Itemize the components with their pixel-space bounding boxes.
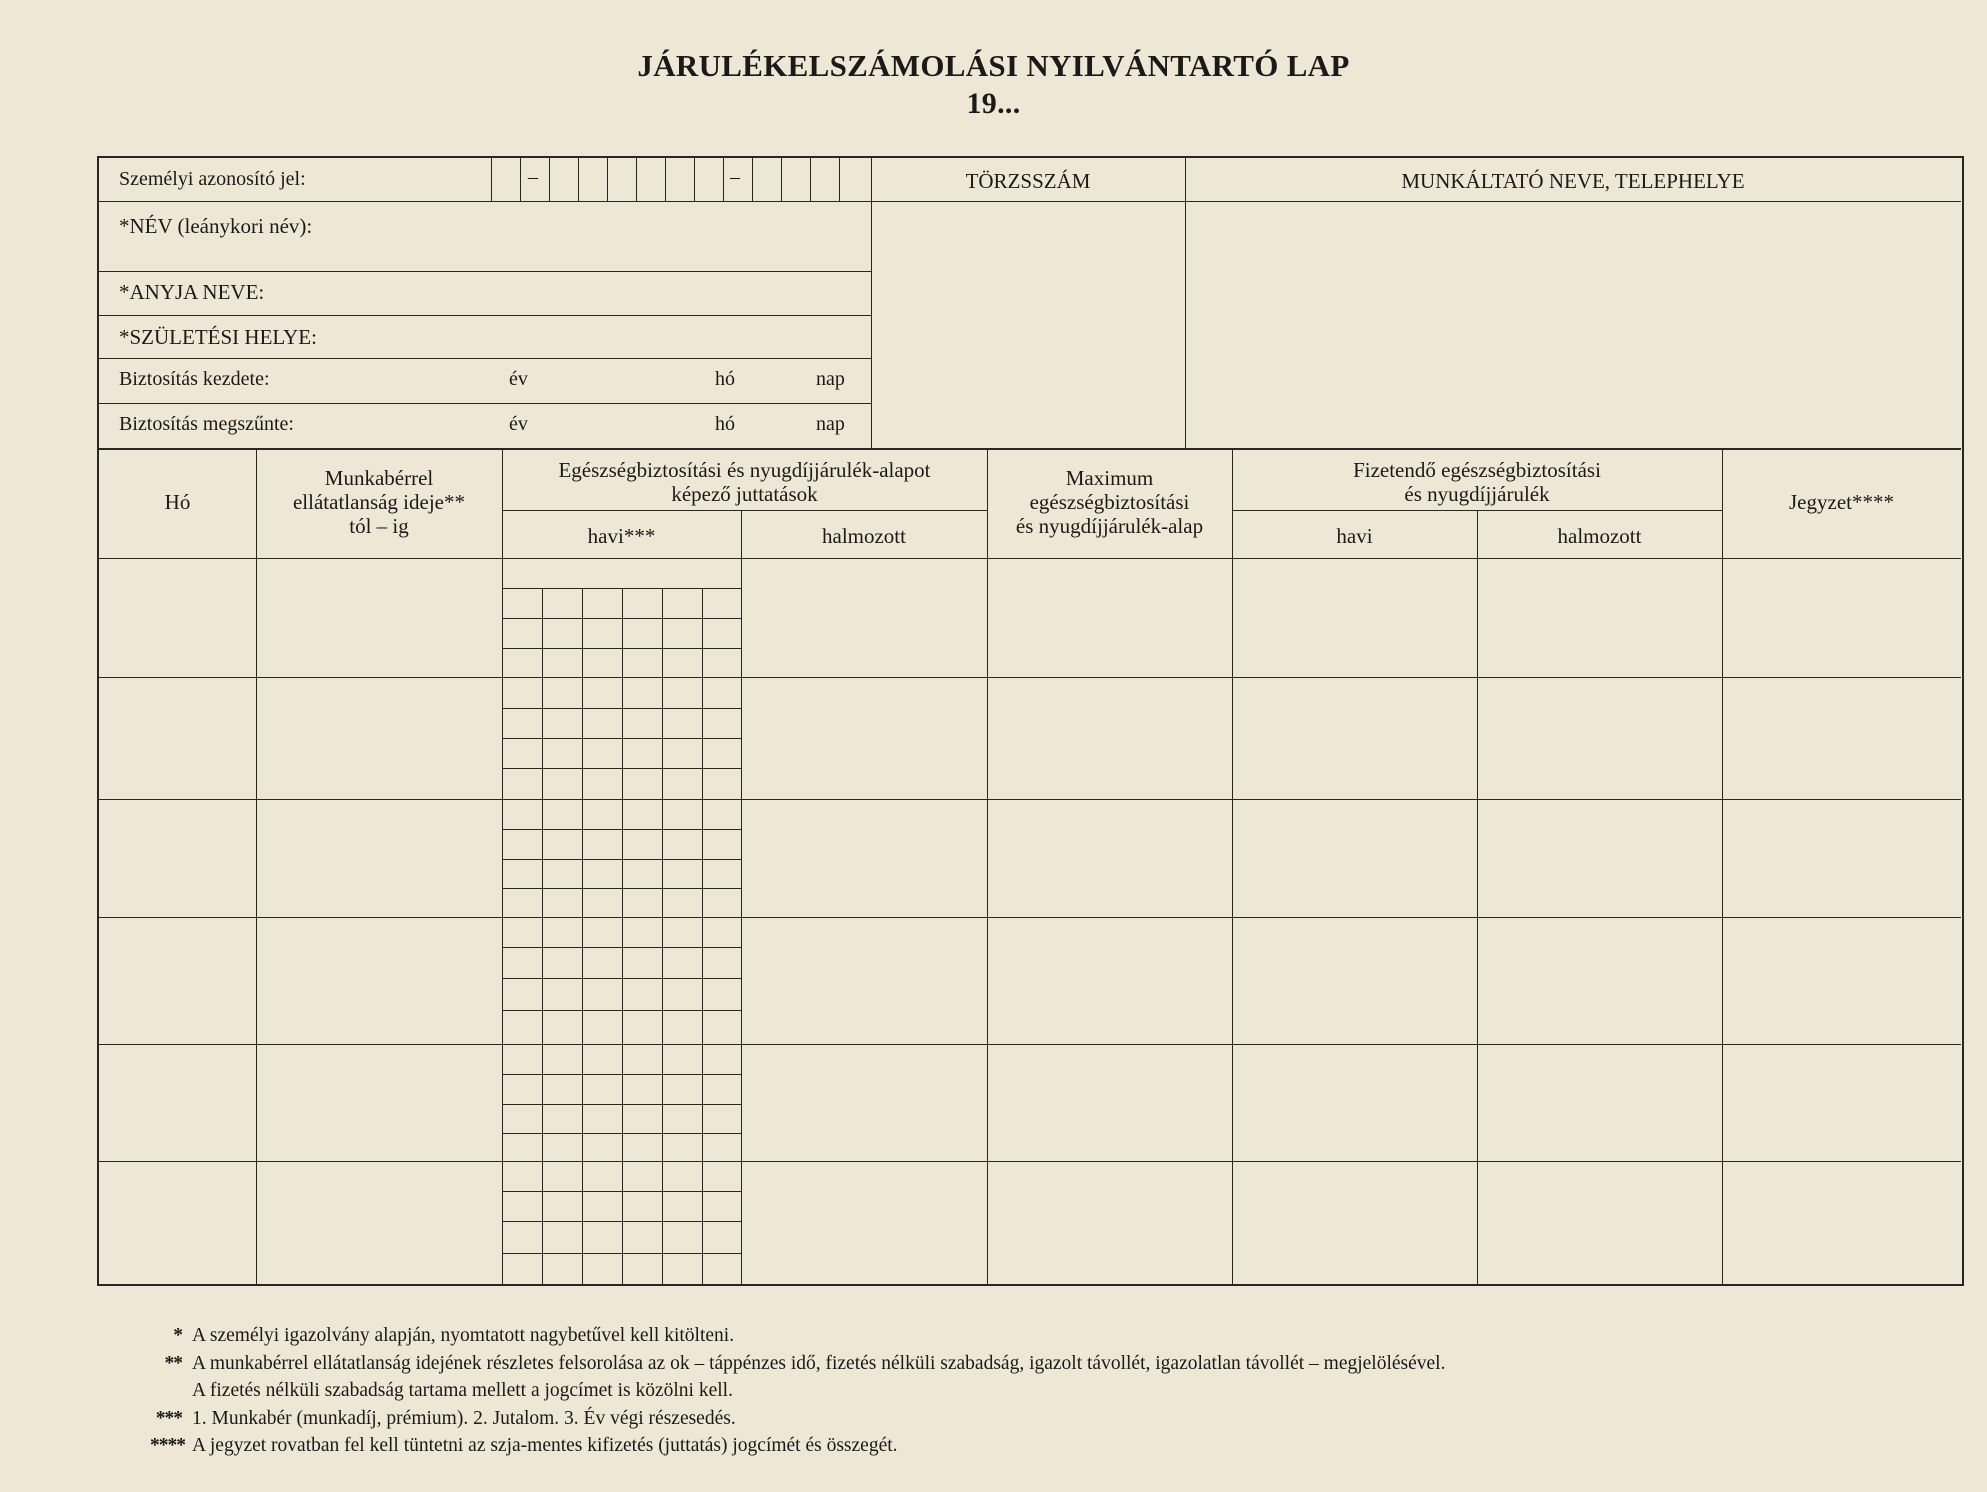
- col-jegyzet: Jegyzet****: [1789, 490, 1894, 514]
- ins-end-label: Biztosítás megszűnte:: [119, 413, 294, 435]
- col-havi: havi: [1336, 524, 1373, 548]
- rule: [1185, 158, 1186, 448]
- col-halmozott-2: halmozott: [1557, 524, 1642, 548]
- col-egeszseg: Egészségbiztosítási és nyugdíjjárulék-alapot képező juttatások: [558, 458, 931, 506]
- employer-header: MUNKÁLTATÓ NEVE, TELEPHELYE: [1401, 169, 1745, 193]
- name-label: *NÉV (leánykori név):: [119, 214, 313, 238]
- footnote: *** 1. Munkabér (munkadíj, prémium). 2. Jutalom. 3. Év végi részesedés.: [155, 1407, 736, 1429]
- ins-start-ho: hó: [715, 368, 735, 390]
- torzsszam-header: TÖRZSSZÁM: [965, 169, 1091, 193]
- footnote: A fizetés nélküli szabadság tartama mellett a jogcímet is közölni kell.: [192, 1380, 733, 1401]
- mother-label: *ANYJA NEVE:: [119, 280, 265, 304]
- id-separator: –: [730, 166, 740, 188]
- id-separator: –: [528, 166, 538, 188]
- form-grid: [97, 156, 1964, 1286]
- rule: [99, 358, 871, 359]
- rule: [99, 403, 871, 404]
- id-label: Személyi azonosító jel:: [119, 168, 306, 190]
- ins-start-nap: nap: [816, 368, 845, 390]
- col-fizetendo: Fizetendő egészségbiztosítási és nyugdíjjárulék: [1353, 458, 1601, 506]
- col-munkaber: Munkabérrel ellátatlanság ideje** tól – ig: [292, 466, 465, 538]
- footnote: ** A munkabérrel ellátatlanság idejének részletes felsorolása az ok – táppénzes idő, fizetés nélküli szabadság, igazolt távollét, igazolatlan távollét – megjelölésével.: [164, 1352, 1446, 1374]
- ins-end-ho: hó: [715, 413, 735, 435]
- form-year: 19...: [966, 87, 1021, 120]
- ins-end-nap: nap: [816, 413, 845, 435]
- rule: [99, 315, 871, 316]
- footnote: **** A jegyzet rovatban fel kell tüntetni az szja-mentes kifizetés (juttatás) jogcímét és összegét.: [150, 1435, 898, 1456]
- birthplace-label: *SZÜLETÉSI HELYE:: [119, 325, 317, 349]
- rule: [871, 201, 1961, 202]
- col-maximum: Maximum egészségbiztosítási és nyugdíjjárulék-alap: [1015, 466, 1204, 538]
- rule: [871, 158, 872, 448]
- ins-start-label: Biztosítás kezdete:: [119, 368, 270, 390]
- col-halmozott: halmozott: [822, 524, 906, 548]
- form-title: JÁRULÉKELSZÁMOLÁSI NYILVÁNTARTÓ LAP: [637, 48, 1350, 83]
- ins-start-ev: év: [509, 368, 528, 390]
- col-havi-stars: havi***: [587, 524, 656, 548]
- ins-end-ev: év: [509, 413, 528, 435]
- rule: [99, 201, 871, 202]
- footnotes: [150, 1322, 1445, 1460]
- col-ho: Hó: [164, 490, 191, 514]
- footnote: * A személyi igazolvány alapján, nyomtatott nagybetűvel kell kitölteni.: [173, 1325, 735, 1346]
- rule: [99, 271, 871, 272]
